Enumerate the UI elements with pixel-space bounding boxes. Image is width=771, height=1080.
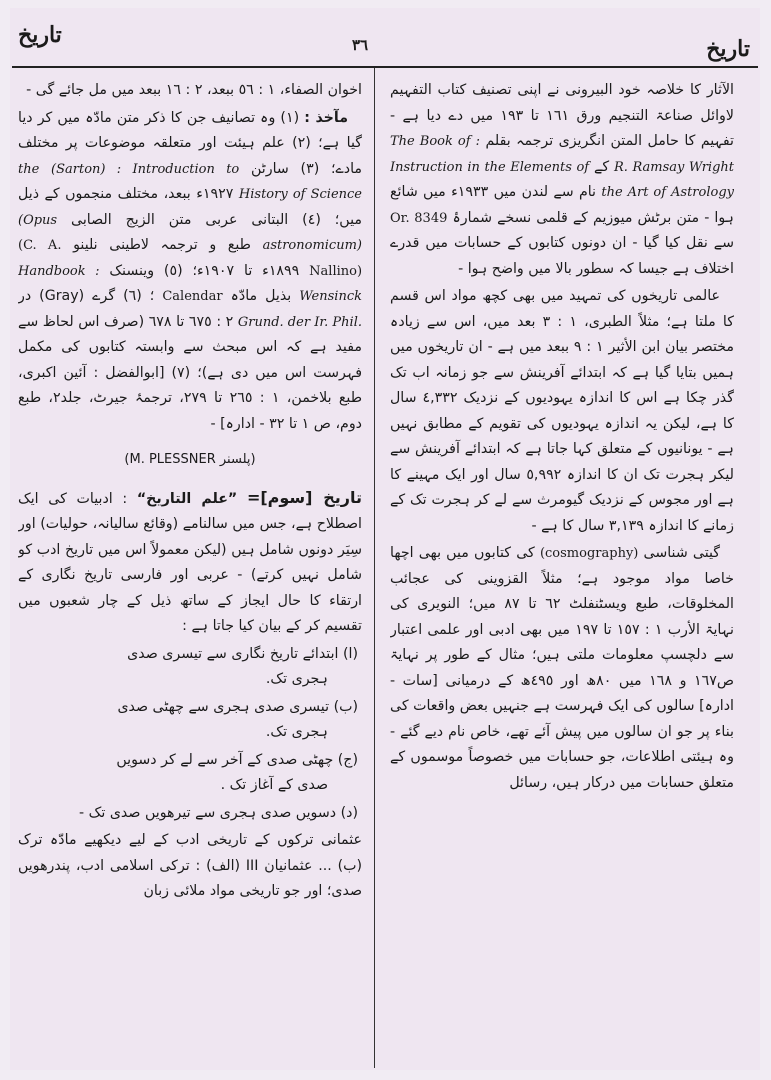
latin-title: the History of Science [18,161,362,202]
article-paragraph [18,485,362,640]
paragraph [390,541,734,796]
running-title-right: تاریخ [706,36,750,62]
list-item [18,642,362,693]
item-text: چھٹی صدی کے آخر سے لے کر دسویں [116,751,334,768]
text: نام سے لندن میں ١٩٣٣ء میں شائع ہوا - متن برٹش میوزیم کے قلمی نسخے شمارۂ [390,184,734,226]
latin-title: Grund. der Ir. Phil. [237,314,362,330]
latin-title: Handbook : Wensinck [18,263,362,304]
running-title-left: تاریخ [18,22,62,48]
item-label: (ا) [342,645,358,662]
text: الآثار کا خلاصہ خود البیرونی نے اپنی تصنیف کتاب التفہیم لاوائل صناعۃ التنجیم ورق ١٦١ تا ١٩٣ میں دے دیا ہے - تفہیم کا حامل المتن انگریزی ترجمہ بقلم [390,82,734,149]
item-text: ابتدائے تاریخ نگاری سے تیسری صدی [127,645,339,662]
text: ؛ (٦) گرے (Gray) در [18,288,155,304]
column-divider [374,68,375,1068]
text: عثمانی ترکوں کے تاریخی ادب کے لیے دیکھیے مادّہ ترک (ب) ... عثمانیان III (الف) : ترکی اسلامی ادب، پندرھویں صدی؛ اور جو تاریخی مواد ملائی زبان [18,832,362,899]
paragraph [18,78,362,104]
text: کی کتابوں میں بھی اچھا خاصا مواد موجود ہے؛ مثلاً القزوینی کی عجائب المخلوقات، طبع ویسٹنفلٹ ٦٢ تا ٨٧ میں؛ النویری کی نہایۃ الأرب ١ : ١٥٧ تا ١٩٧ میں بھی ادبی اور علمی اعتبار سے دلچسپ معلومات ملتی ہیں؛ مثال کے طور پر نہایۃ ص١٦٧ و ١٦٨ میں ٨٠ھ اور ٤٩٥ھ کے درمیانی [سات - ادارہ] سالوں کی ایک فہرست ہے جنہیں بعض واقعات کی بناء پر جو ان سالوں میں پیش آئے تھے، خاص نام دیے گئے - وہ ہیئتی اطلاعات، جو حسابات میں خصوصاً موسموں کے متعلق حسابات میں درکار ہیں، رسائل [390,545,734,791]
list-item [18,748,362,799]
sources-paragraph [18,106,362,438]
author-signature: (پلسنر M. PLESSNER) [124,452,256,467]
latin-title: (Opus astronomicum) [18,212,362,253]
text: ١٩٢٧ء ببعد، مختلف منجموں کے ذیل میں؛ (٤) البتانی عربی متن الزیج الصابی [18,186,362,228]
item-label: (ج) [337,751,358,768]
text: ٢ : ٦٧٥ تا ٦٧٨ (صرف اس لحاظ سے مفید ہے کہ اس مبحث سے وابستہ کتابوں کی مکمل فہرست اس میں دی ہے)؛ (٧) [ابوالفضل : آئین اکبری، طبع بلاخمن، ١ : ٢٦٥ تا ٢٧٩، ترجمۂ جیرٹ، جلد٢، طبع دوم، ص ١ تا ٣٢ - ادارہ] - [18,313,362,432]
header-rule [12,66,758,68]
page-header [10,8,760,64]
sources-label: مآخذ : [304,109,348,126]
item-text: تیسری صدی ہجری سے چھٹی صدی [117,698,330,715]
text: گیتی شناسی [643,545,721,561]
document-page [10,8,760,1070]
text: اخوان الصفاء، ١ : ٥٦ ببعد، ٢ : ١٦ ببعد میں مل جائے گی - [26,82,362,98]
list-item [18,801,362,827]
text: طبع و ترجمہ لاطینی نلینو [73,237,251,253]
manuscript-number: Or. 8349 [390,210,448,226]
item-continuation: ہجری تک. [265,671,328,687]
item-text: دسویں صدی ہجری سے تیرھویں صدی تک - [79,804,337,821]
item-label: (د) [340,804,358,821]
paragraph [18,828,362,905]
paragraph [390,284,734,539]
text: : ادبیات کی ایک اصطلاح ہے، جس میں سالنامے (وقائع سالیانہ، حولیات) اور سِیَر دونوں شامل ہیں (لیکن معمولاً اس میں تاریخ ادب کو شامل نہیں کرتے) - عربی اور فارسی تاریخ نگاری کے ارتقاء کا حال ایجاز کے ساتھ ذیل کے چار شعبوں میں تقسیم کر کے بیان کیا جاتا ہے : [18,490,362,634]
item-continuation: ہجری تک. [265,724,328,740]
article-quote: ”علم التاریخ“ [136,490,238,507]
latin-title: (Sarton) : Introduction to [51,161,240,177]
paragraph [390,78,734,282]
latin-title: Instruction in the Elements of the Art of Astrology [390,159,734,200]
latin-term: (cosmography) [539,546,639,561]
text: بذیل مادّہ [230,288,292,304]
text: سے نقل کیا گیا - ان دونوں کتابوں کے حسابات میں قدرے اختلاف ہے جیسا کہ سطور بالا میں واضح ہوا - [390,235,734,277]
text: عالمی تاریخوں کی تمہید میں بھی کچھ مواد اس قسم کا ملتا ہے؛ مثلاً الطبری، ١ : ٣ بعد میں، اس سے زیادہ مختصر بیان ابن الأثیر ١ : ٩ ببعد میں ہے - ان تاریخوں میں ہمیں بتایا گیا ہے کہ ابتدائے آفرینش سے جو زمانہ اب تک گذر چکا ہے اس کا اندازہ یہودیوں کے نزدیک ٤,٣٣٢ سال کا ہے، لیکن یہ اندازہ یہودیوں کی تقویم کے مطابق نہیں ہے - یونانیوں کے متعلق کہا جاتا ہے کہ ابتدائے آفرینش سے لیکر ہجرت تک ان کا اندازہ ٥,٩٩٢ سال اور ایک مہینے کا ہے اور مجوس کے نزدیک گیومرث سے لے کر ہجرت تک کے زمانے کا اندازہ ٣,١٣٩ سال کا ہے - [390,288,734,534]
article-heading: تاریخ [سوم]= [246,487,362,507]
left-column [18,78,362,1063]
item-continuation: صدی کے آغاز تک . [220,777,328,793]
latin-title: The Book of : R. Ramsay Wright [390,134,734,175]
latin-name: (C. A. Nallino) [18,238,362,279]
text: کے [594,158,610,175]
list-item [18,695,362,746]
right-column [390,78,734,1063]
page-number: ٣٦ [351,36,369,54]
text: (١) وہ تصانیف جن کا ذکر متن مادّہ میں کر دیا گیا ہے؛ (٢) علم ہیئت اور متعلقہ موضوعات پر مختلف مادے؛ (٣) سارٹن [18,109,362,177]
latin-term: Calendar [162,289,223,304]
text: ١٨٩٩ء تا ١٩٠٧ء؛ (٥) وینسنک [109,262,300,279]
item-label: (ب) [333,698,358,715]
